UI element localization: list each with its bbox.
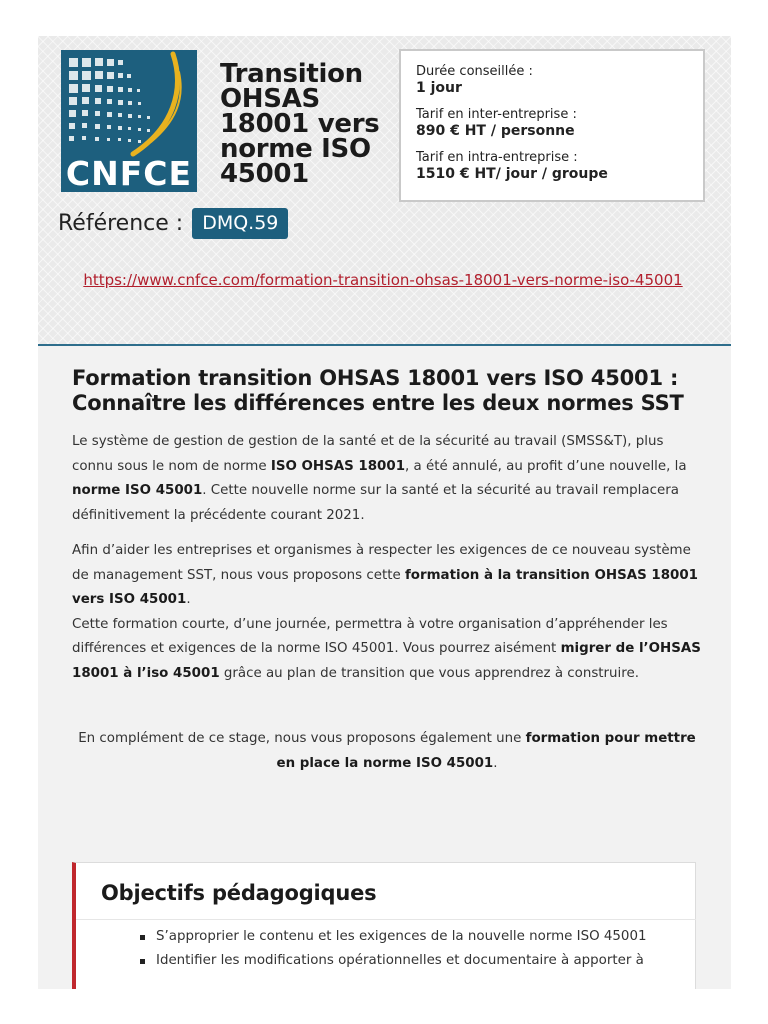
paragraph-intro <box>72 430 702 528</box>
divider <box>76 919 696 920</box>
bold-link-run[interactable]: formation pour mettre en place la norme ISO 45001 <box>276 731 696 771</box>
text-run: . <box>493 755 498 771</box>
duration-row <box>416 63 703 97</box>
list-item: Identifier les modifications opérationnelles et documentaire à apporter à <box>140 949 646 973</box>
reference <box>58 208 288 239</box>
text-run: . <box>186 592 191 607</box>
text-run: Cette formation courte, d’une journée, permettra à votre organisation d’appréhender les différences et exigences de la norme ISO 45001. Vous pourrez aisément <box>72 616 668 656</box>
inter-price-label: Tarif en inter-entreprise : <box>416 107 577 122</box>
text-run: grâce au plan de transition que vous apprendrez à construire. <box>219 665 639 681</box>
course-description <box>72 366 702 787</box>
section-heading: Formation transition OHSAS 18001 vers ISO 45001 : Connaître les différences entre les deux normes SST <box>72 366 684 415</box>
course-title: Transition OHSAS 18001 vers norme ISO 45001 <box>220 59 380 189</box>
duration-value: 1 jour <box>416 80 462 96</box>
list-item: S’approprier le contenu et les exigences de la nouvelle norme ISO 45001 <box>140 925 646 949</box>
bold-run: ISO OHSAS 18001 <box>270 458 406 474</box>
intra-price-row <box>416 149 703 183</box>
text-run: . Cette nouvelle norme sur la santé et la sécurité au travail remplacera définitivement la précédente courant 2021. <box>72 483 679 523</box>
duration-label: Durée conseillée : <box>416 64 533 79</box>
intra-price-value: 1510 € HT/ jour / groupe <box>416 166 608 182</box>
objectives-box <box>72 862 696 989</box>
text-run: En complément de ce stage, nous vous proposons également une <box>78 731 526 746</box>
bold-run: norme ISO 45001 <box>72 483 203 498</box>
course-header <box>38 36 731 346</box>
inter-price-value: 890 € HT / personne <box>416 123 575 139</box>
bold-run: migrer de l’OHSAS 18001 à l’iso 45001 <box>72 641 701 681</box>
text-run: Afin d’aider les entreprises et organismes à respecter les exigences de ce nouveau système de management SST, nous vous proposons cette <box>72 543 691 583</box>
objectives-title: Objectifs pédagogiques <box>101 881 377 905</box>
pricing-info-box <box>399 49 705 202</box>
paragraph-complement <box>72 727 702 776</box>
text-run: , a été annulé, au profit d’une nouvelle, la <box>405 458 687 474</box>
course-url-link[interactable]: https://www.cnfce.com/formation-transition-ohsas-18001-vers-norme-iso-45001 <box>83 271 683 289</box>
cnfce-logo <box>61 50 197 192</box>
document-page <box>38 36 731 989</box>
logo-text: CNFCE <box>65 154 193 192</box>
paragraph-offer <box>72 539 702 686</box>
text-run: Le système de gestion de gestion de la santé et de la sécurité au travail (SMSS&T), plus connu sous le nom de norme <box>72 434 664 474</box>
inter-price-row <box>416 106 703 140</box>
reference-label: Référence : <box>58 211 184 236</box>
reference-code-badge: DMQ.59 <box>192 208 288 239</box>
bold-run: formation à la transition OHSAS 18001 vers ISO 45001 <box>72 567 698 607</box>
objectives-list <box>140 925 646 973</box>
intra-price-label: Tarif en intra-entreprise : <box>416 150 578 165</box>
